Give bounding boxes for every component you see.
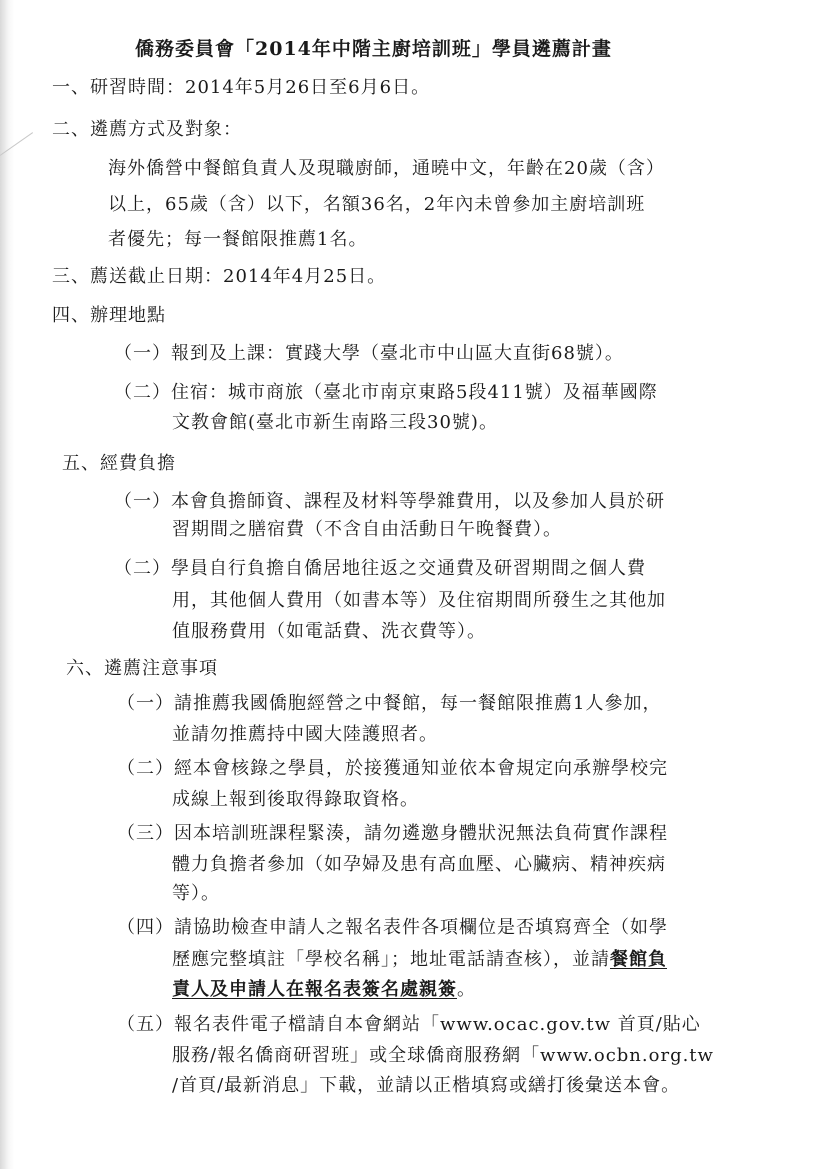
section-6-item-4-line-2 [172,948,667,972]
section-6-item-3-line-3: 等）。 [172,883,220,904]
section-4-item-2-line-2: 文教會館(臺北市新生南路三段30號)。 [172,412,498,433]
section-3-deadline: 三、薦送截止日期：2014年4月25日。 [52,266,387,287]
item-4-emphasis-start: 餐館負 [610,949,667,970]
section-5-item-2-line-2: 用，其他個人費用（如書本等）及住宿期間所發生之其他加 [172,590,666,611]
item-4-line-3-period: 。 [457,979,476,1000]
section-2-line-2: 以上，65歲（含）以下，名額36名，2年內未曾參加主廚培訓班 [108,194,646,215]
section-2-line-1: 海外僑營中餐館負責人及現職廚師，通曉中文，年齡在20歲（含） [108,158,665,179]
section-6-item-5-line-3: /首頁/最新消息」下載，並請以正楷填寫或繕打後彙送本會。 [172,1075,681,1096]
section-6-item-1-line-2: 並請勿推薦持中國大陸護照者。 [172,724,438,745]
section-5-item-2-line-1: （二）學員自行負擔自僑居地往返之交通費及研習期間之個人費 [114,558,646,579]
section-6-item-3-line-2: 體力負擔者參加（如孕婦及患有高血壓、心臟病、精神疾病 [172,854,666,875]
section-6-item-2-line-2: 成線上報到後取得錄取資格。 [172,789,419,810]
section-6-item-1-line-1: （一）請推薦我國僑胞經營之中餐館，每一餐館限推薦1人參加， [117,693,662,714]
section-5-heading: 五、經費負擔 [62,453,176,474]
section-6-item-3-line-1: （三）因本培訓班課程緊湊，請勿遴邀身體狀況無法負荷實作課程 [117,823,668,844]
item-4-emphasis-end: 責人及申請人在報名表簽名處親簽 [172,979,457,1000]
section-6-item-4-line-3 [172,978,476,1002]
section-6-item-2-line-1: （二）經本會核錄之學員，於接獲通知並依本會規定向承辦學校完 [117,758,668,779]
section-5-item-1-line-2: 習期間之膳宿費（不含自由活動日午晚餐費）。 [172,519,562,540]
section-2-line-3: 者優先；每一餐館限推薦1名。 [108,229,368,250]
section-6-item-5-line-1: （五）報名表件電子檔請自本會網站「www.ocac.gov.tw 首頁/貼心 [117,1014,701,1035]
section-5-item-2-line-3: 值服務費用（如電話費、洗衣費等）。 [172,621,486,642]
section-5-item-1-line-1: （一）本會負擔師資、課程及材料等學雜費用，以及參加人員於研 [114,491,665,512]
section-2-heading: 二、遴薦方式及對象： [52,119,242,140]
section-6-item-5-line-2: 服務/報名僑商研習班」或全球僑商服務網「www.ocbn.org.tw [172,1045,714,1066]
section-4-item-2-line-1: （二）住宿：城市商旅（臺北市南京東路5段411號）及福華國際 [114,382,658,403]
scan-edge-shadow [0,0,14,1169]
section-6-heading: 六、遴薦注意事項 [66,658,218,679]
section-4-item-1: （一）報到及上課：實踐大學（臺北市中山區大直街68號）。 [114,343,624,364]
section-4-heading: 四、辦理地點 [52,305,166,326]
document-title: 僑務委員會「2014年中階主廚培訓班」學員遴薦計畫 [135,38,612,60]
item-4-line-2-plain-text: 歷應完整填註「學校名稱」；地址電話請查核），並請 [172,949,610,970]
section-6-item-4-line-1: （四）請協助檢查申請人之報名表件各項欄位是否填寫齊全（如學 [117,917,668,938]
section-1-study-period: 一、研習時間：2014年5月26日至6月6日。 [52,77,431,98]
